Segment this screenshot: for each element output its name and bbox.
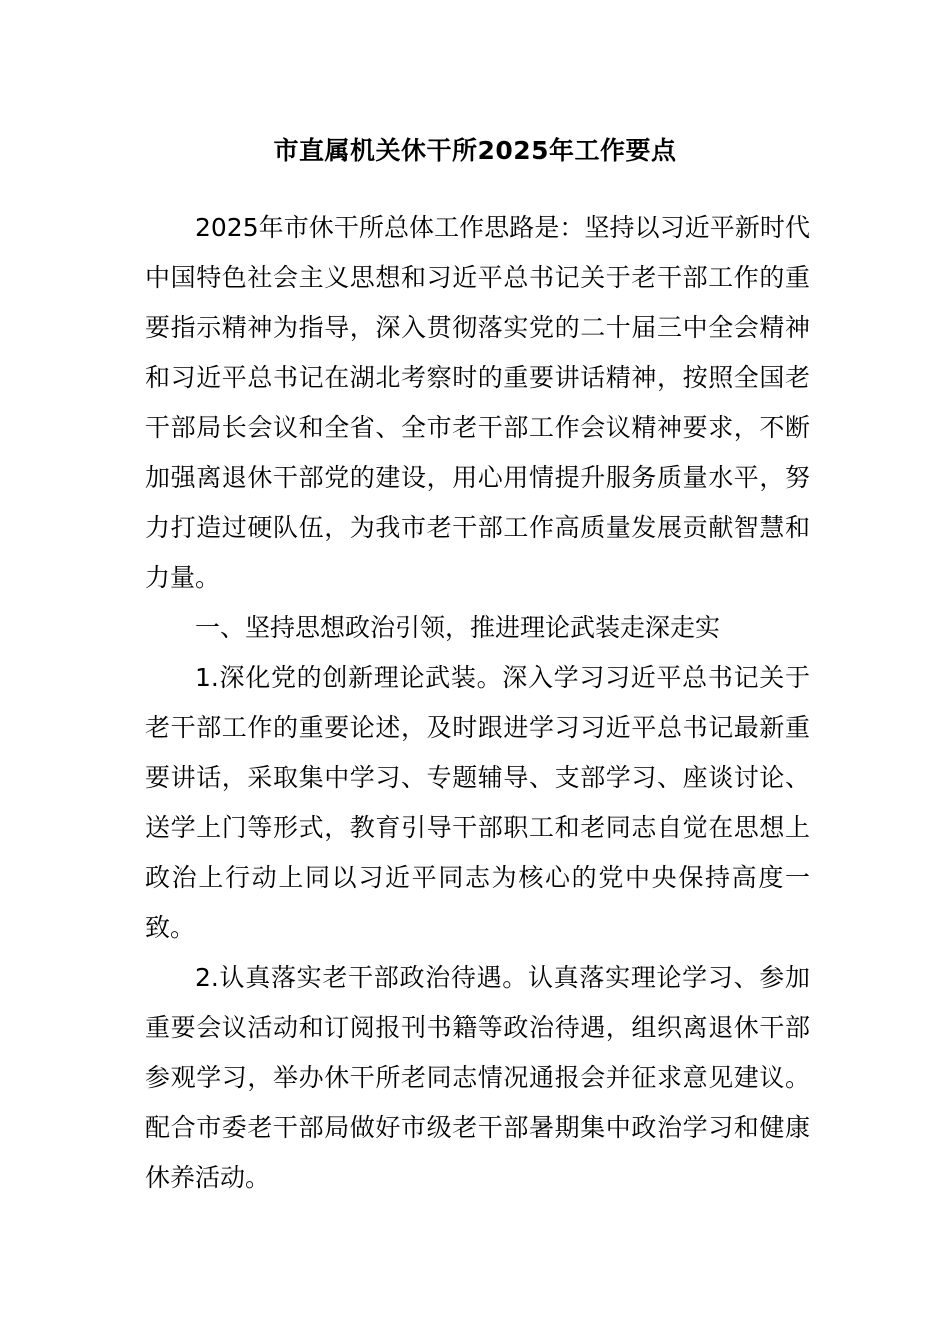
- section-heading-1: 一、坚持思想政治引领，推进理论武装走深走实: [195, 613, 721, 642]
- document-body: [145, 203, 810, 1203]
- document-title: 市直属机关休干所2025年工作要点: [273, 136, 677, 165]
- paragraph-item-1: 1.深化党的创新理论武装。深入学习习近平总书记关于老干部工作的重要论述，及时跟进学习习近平总书记最新重要讲话，采取集中学习、专题辅导、支部学习、座谈讨论、送学上门等形式，教育引导干部职工和老同志自觉在思想上政治上行动上同以习近平同志为核心的党中央保持高度一致。: [145, 663, 810, 942]
- paragraph-item-2: 2.认真落实老干部政治待遇。认真落实理论学习、参加重要会议活动和订阅报刊书籍等政治待遇，组织离退休干部参观学习，举办休干所老同志情况通报会并征求意见建议。配合市委老干部局做好市级老干部暑期集中政治学习和健康休养活动。: [145, 963, 810, 1192]
- paragraph-overview: 2025年市休干所总体工作思路是：坚持以习近平新时代中国特色社会主义思想和习近平总书记关于老干部工作的重要指示精神为指导，深入贯彻落实党的二十届三中全会精神和习近平总书记在湖北考察时的重要讲话精神，按照全国老干部局长会议和全省、全市老干部工作会议精神要求，不断加强离退休干部党的建设，用心用情提升服务质量水平，努力打造过硬队伍，为我市老干部工作高质量发展贡献智慧和力量。: [145, 213, 810, 592]
